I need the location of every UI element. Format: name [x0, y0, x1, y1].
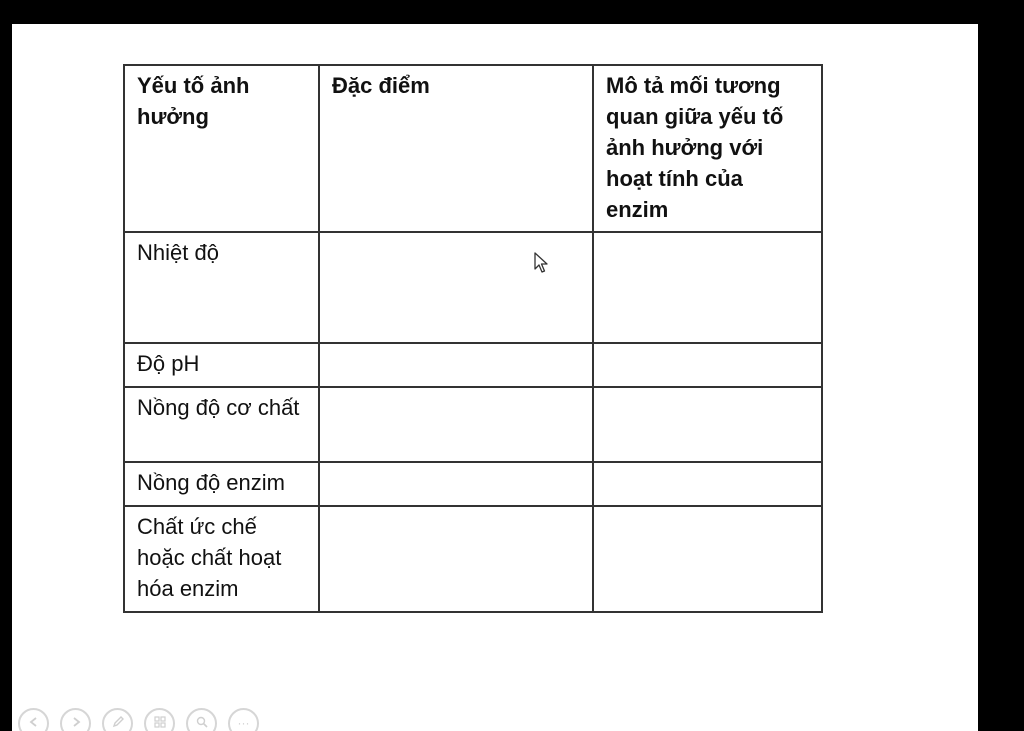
row-factor-label: Chất ức chế hoặc chất hoạt hóa enzim [124, 506, 319, 612]
zoom-button[interactable] [186, 708, 217, 731]
row-factor-label: Độ pH [124, 343, 319, 387]
row-factor-label: Nồng độ cơ chất [124, 387, 319, 462]
previous-slide-button[interactable] [18, 708, 49, 731]
table-row [124, 232, 822, 343]
header-description: Mô tả mối tương quan giữa yếu tố ảnh hưởng với hoạt tính của enzim [593, 65, 822, 232]
more-icon: ··· [237, 716, 250, 730]
row-feature-cell[interactable] [319, 343, 593, 387]
row-description-cell[interactable] [593, 506, 822, 612]
row-description-cell[interactable] [593, 232, 822, 343]
row-description-cell[interactable] [593, 387, 822, 462]
header-factor: Yếu tố ảnh hưởng [124, 65, 319, 232]
row-feature-cell[interactable] [319, 387, 593, 462]
next-slide-button[interactable] [60, 708, 91, 731]
next-icon [70, 716, 82, 728]
row-description-cell[interactable] [593, 343, 822, 387]
row-feature-cell[interactable] [319, 462, 593, 506]
slideshow-controls [18, 708, 259, 731]
row-factor-label: Nhiệt độ [124, 232, 319, 343]
pen-icon [112, 716, 124, 728]
table-row [124, 462, 822, 506]
zoom-icon [196, 716, 208, 728]
previous-icon [28, 716, 40, 728]
slides-icon [154, 716, 166, 728]
table-row [124, 506, 822, 612]
table-row [124, 387, 822, 462]
enzyme-factors-table [123, 64, 823, 613]
mouse-cursor-icon [534, 252, 548, 274]
see-all-slides-button[interactable] [144, 708, 175, 731]
row-feature-cell[interactable] [319, 232, 593, 343]
row-feature-cell[interactable] [319, 506, 593, 612]
more-options-button[interactable] [228, 708, 259, 731]
header-feature: Đặc điểm [319, 65, 593, 232]
table-row [124, 343, 822, 387]
pen-tool-button[interactable] [102, 708, 133, 731]
row-description-cell[interactable] [593, 462, 822, 506]
table-header-row [124, 65, 822, 232]
row-factor-label: Nồng độ enzim [124, 462, 319, 506]
